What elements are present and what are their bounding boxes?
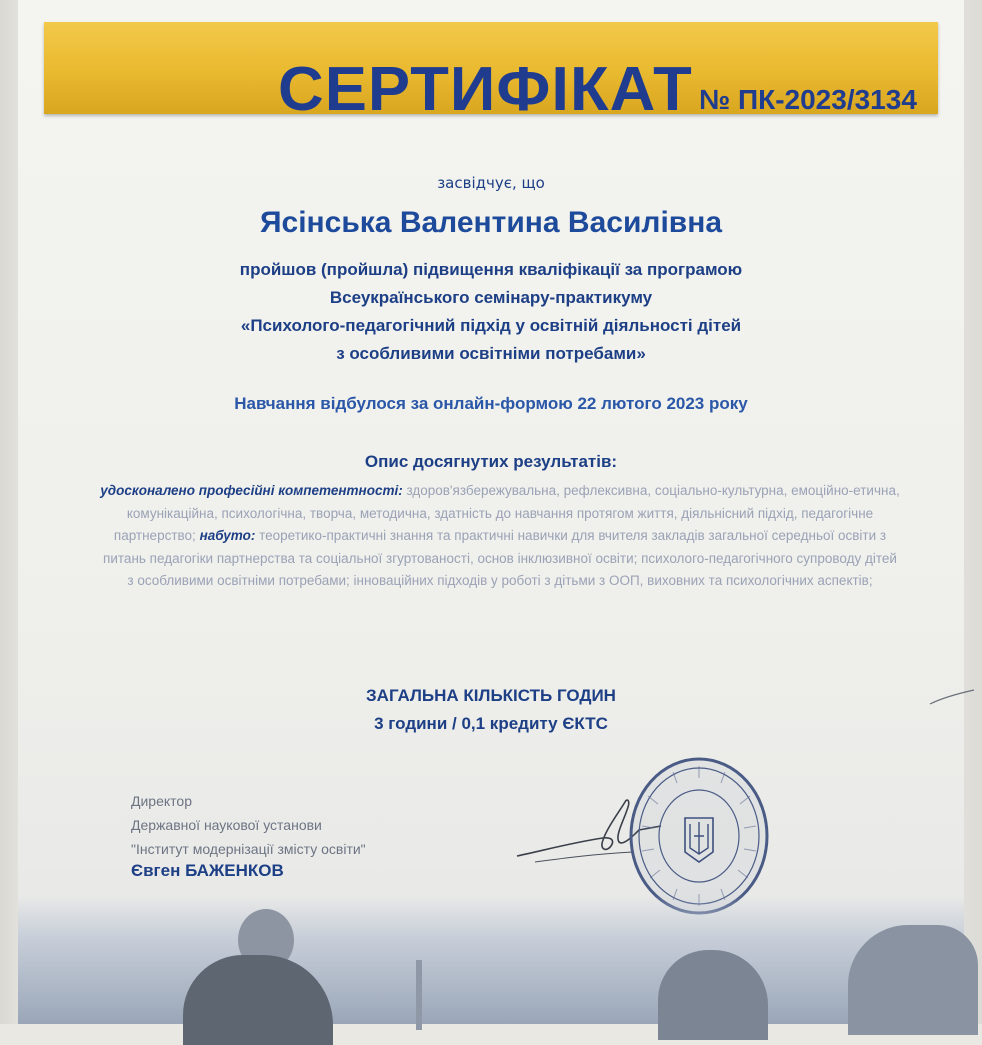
certificate-number: № ПК-2023/3134: [699, 84, 917, 115]
program-description: [0, 256, 982, 368]
director-line: Державної наукової установи: [131, 817, 322, 833]
training-info: Навчання відбулося за онлайн-формою 22 лютого 2023 року: [234, 394, 748, 413]
director-name: Євген БАЖЕНКОВ: [131, 861, 284, 880]
program-line: «Психолого-педагогічний підхід у освітній діяльності дітей: [240, 316, 742, 335]
improved-text: здоров'язбережувальна, рефлексивна, соціально-культурна, емоційно-етична, комунікаційна, психологічна, творча, методична, здатність до навчання протягом життя, діяльнісний підхід, педагогічне партнерство;: [113, 483, 900, 543]
person-figure: [658, 950, 768, 1040]
acquired-label: набуто:: [199, 528, 256, 543]
footer-photo: [18, 895, 964, 1024]
photo-detail: [416, 960, 422, 1030]
director-line: "Інститут модернізації змісту освіти": [131, 841, 366, 857]
acquired-text: теоретико-практичні знання та практичні навички для вчителя закладів загальної середньої освіти з питань педагогіки партнерства та соціальної згуртованості, основ інклюзивної освіти; психолого-педагогічного супроводу дітей з особливими освітніми потребами; інноваційних підходів у роботі з дітьми з ООП, виховних та психологічних аспектів;: [103, 528, 897, 588]
results-title: Опис досягнутих результатів:: [364, 452, 618, 471]
certifies-text: засвідчує, що: [437, 174, 545, 192]
total-hours-title: ЗАГАЛЬНА КІЛЬКІСТЬ ГОДИН: [366, 686, 616, 705]
program-line: Всеукраїнського семінару-практикуму: [329, 288, 653, 307]
certificate-title: СЕРТИФІКАТ: [278, 55, 693, 124]
director-line: Директор: [131, 793, 192, 809]
director-title: [131, 789, 366, 861]
program-line: з особливими освітніми потребами»: [336, 344, 646, 363]
improved-label: удосконалено професійні компетентності:: [100, 483, 403, 498]
results-body: [100, 480, 900, 593]
person-figure: [848, 925, 978, 1035]
recipient-name: Ясінська Валентина Василівна: [259, 206, 723, 239]
person-figure: [183, 955, 333, 1045]
total-hours-value: 3 години / 0,1 кредиту ЄКТС: [374, 714, 608, 733]
official-round-seal-icon: [628, 756, 770, 916]
pen-mark: [928, 688, 978, 708]
program-line: пройшов (пройшла) підвищення кваліфікації за програмою: [239, 260, 743, 279]
title-banner: [44, 22, 938, 124]
